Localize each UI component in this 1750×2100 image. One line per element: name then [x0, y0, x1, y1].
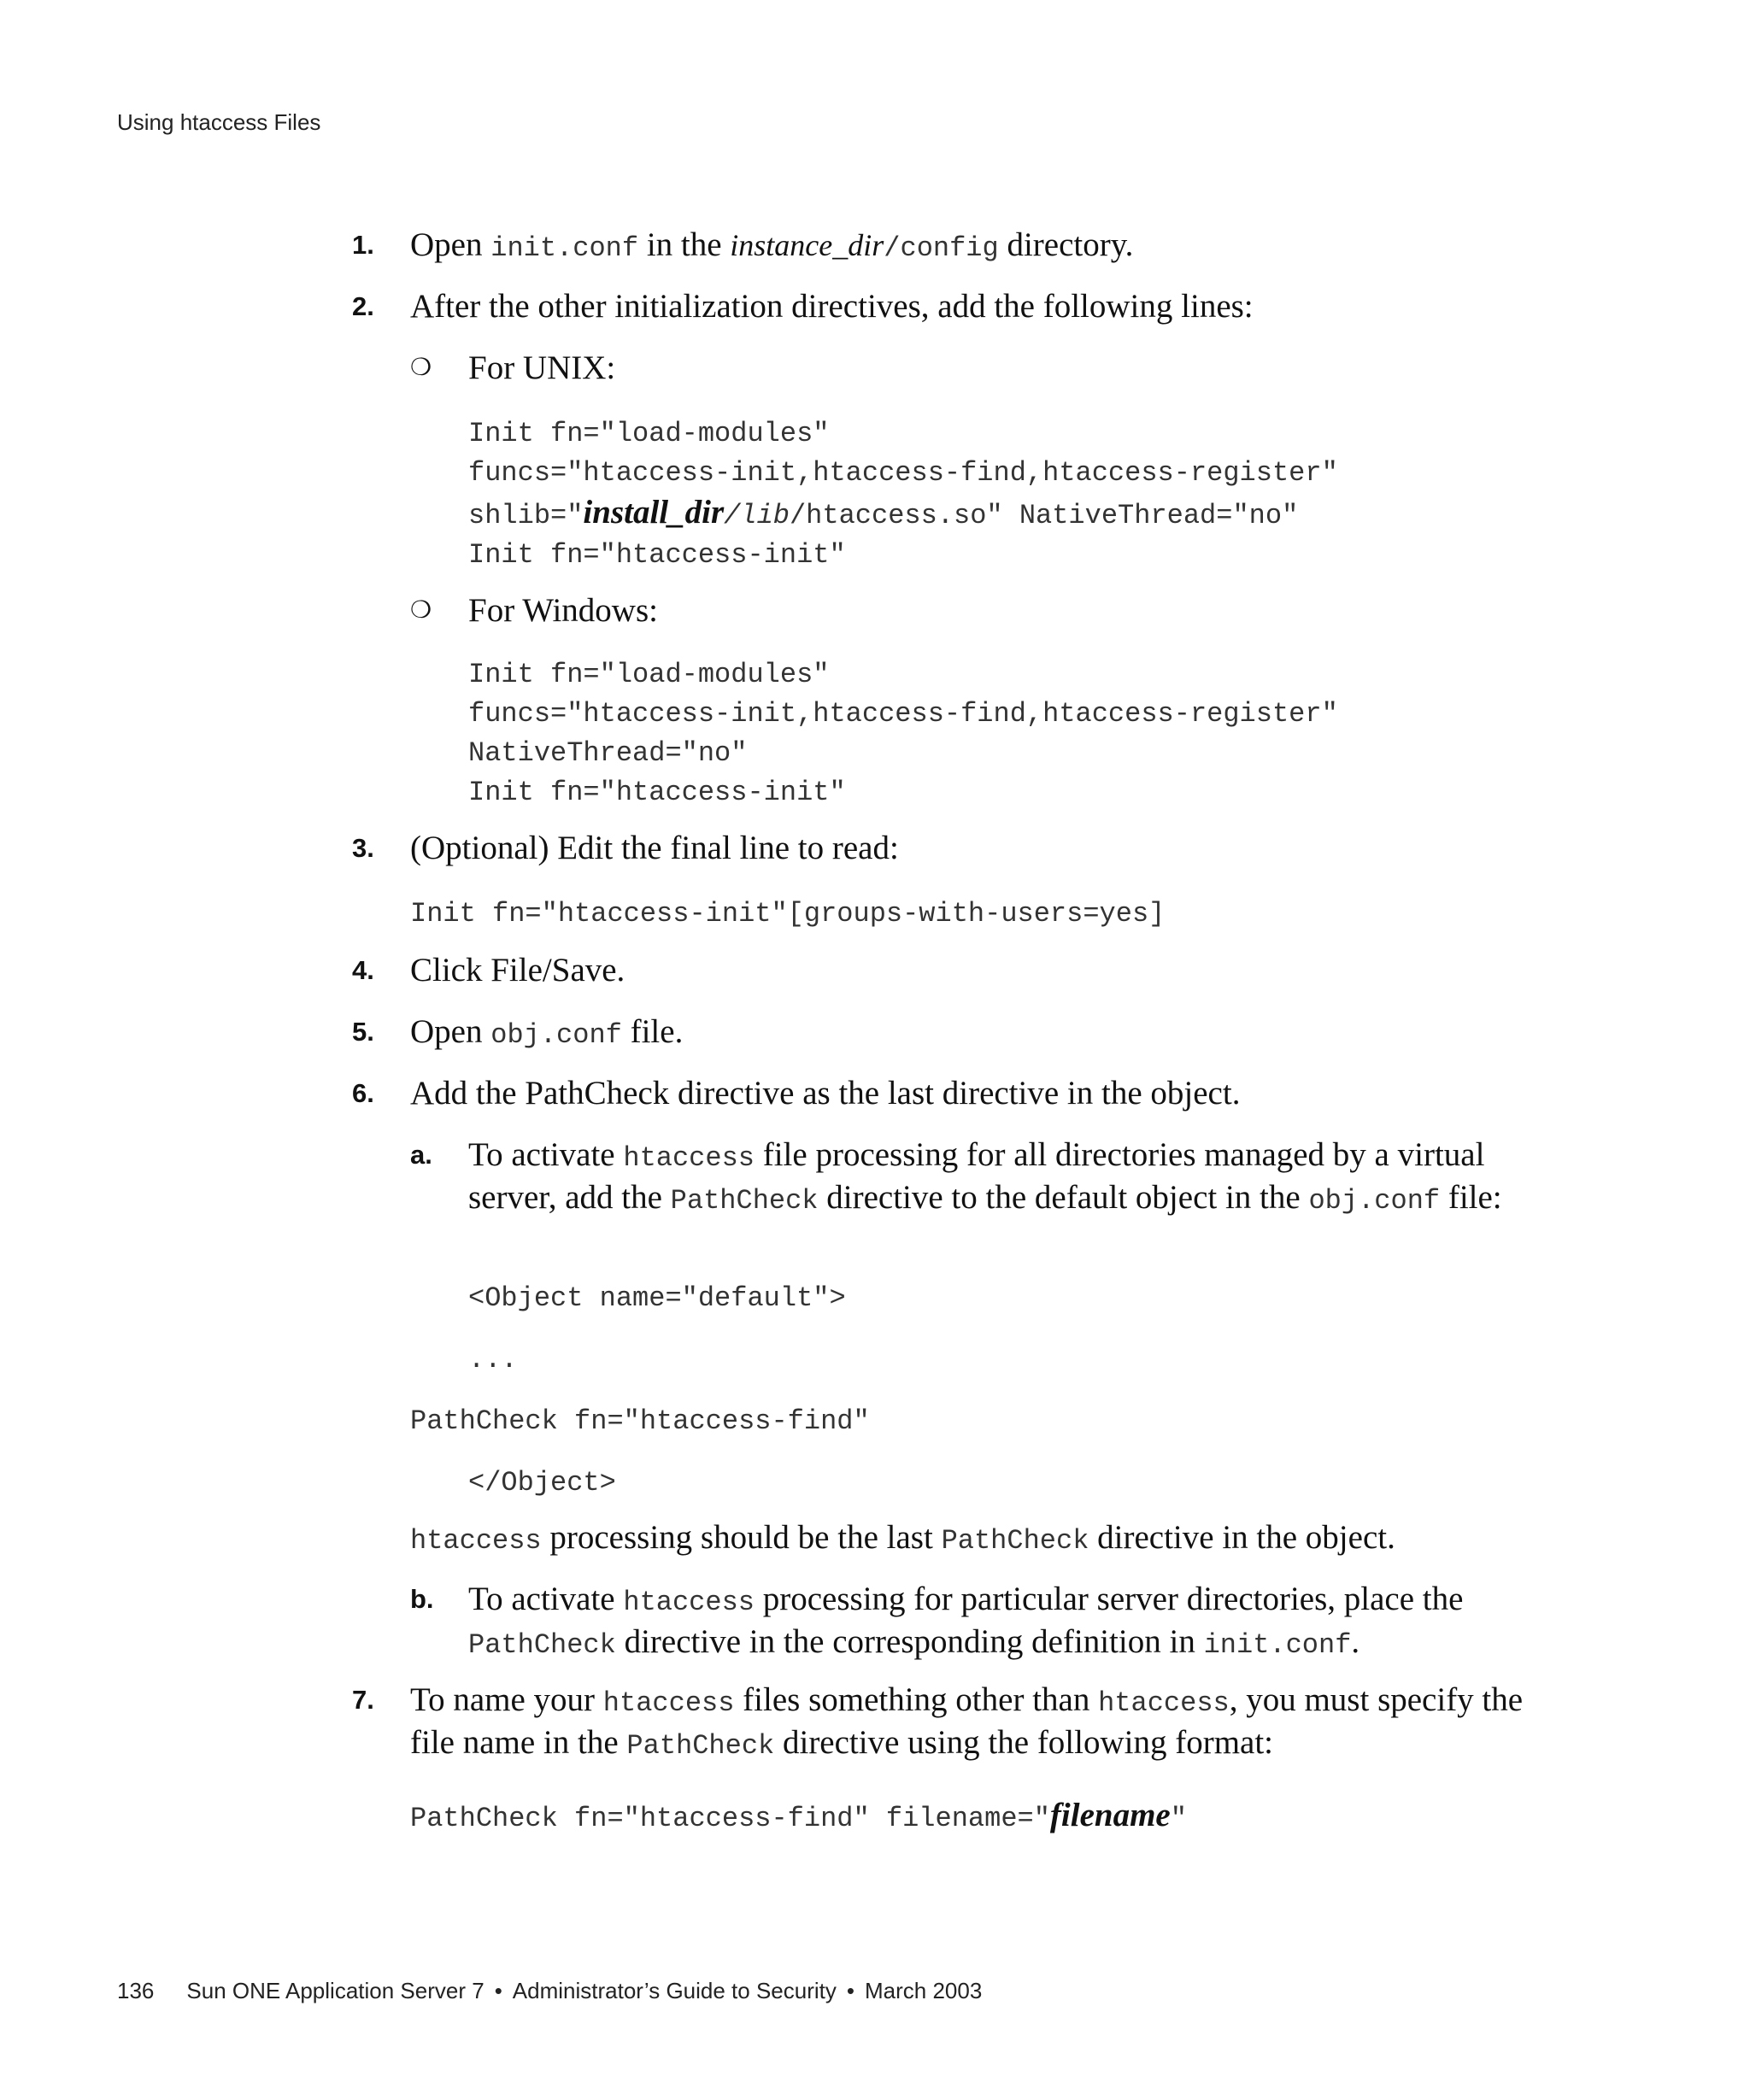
text-run: in the	[638, 226, 731, 263]
step-text: Click File/Save.	[410, 952, 625, 988]
step-number: 5.	[352, 1017, 374, 1047]
code-run: "	[1170, 1803, 1187, 1834]
text-run: directive using the following format:	[774, 1724, 1274, 1761]
step-text: (Optional) Edit the final line to read:	[410, 830, 899, 866]
code-run: /lib	[724, 500, 790, 531]
optional-code: Init fn="htaccess-init"[groups-with-users=yes]	[410, 898, 1166, 930]
step-number: 7.	[352, 1685, 374, 1715]
step-text	[410, 1012, 1565, 1055]
text-run: processing should be the last	[541, 1519, 942, 1556]
text-run: .	[1351, 1623, 1360, 1660]
code-line: Init fn="htaccess-init"	[468, 539, 846, 571]
text-run: To activate	[468, 1136, 624, 1173]
windows-code-block: Init fn="load-modules" funcs="htaccess-init,htaccess-find,htaccess-register" NativeThread="no" Init fn="htaccess-init"	[468, 659, 1338, 808]
substep-label: b.	[410, 1584, 434, 1614]
windows-label: For Windows:	[468, 592, 658, 629]
step-number: 1.	[352, 230, 374, 260]
code-line: Init fn="load-modules"	[468, 418, 830, 449]
code-line: funcs="htaccess-init,htaccess-find,htaccess-register"	[468, 457, 1338, 489]
text-run: directive to the default object in the	[818, 1179, 1309, 1216]
step-6	[352, 1074, 1565, 1113]
filename-format-code	[410, 1796, 1187, 1839]
circle-bullet-icon: ❍	[410, 355, 432, 381]
text-run: file:	[1440, 1179, 1502, 1216]
footer-separator: •	[846, 1978, 854, 2003]
step-5	[352, 1012, 1565, 1055]
unix-code-block	[468, 414, 1338, 575]
text-run: Open	[410, 1013, 491, 1050]
step-1	[352, 226, 1565, 268]
inline-code: init.conf	[1203, 1629, 1352, 1661]
pathcheck-code: PathCheck fn="htaccess-find"	[410, 1405, 870, 1437]
page-footer	[117, 1978, 982, 2004]
inline-code: PathCheck	[626, 1730, 775, 1762]
page-number: 136	[117, 1978, 155, 2003]
running-header: Using htaccess Files	[117, 109, 321, 135]
step-number: 4.	[352, 955, 374, 985]
inline-code: obj.conf	[490, 1019, 622, 1051]
italic-term: filename	[1049, 1797, 1171, 1833]
inline-code: htaccess	[410, 1525, 542, 1557]
inline-code: htaccess	[623, 1587, 755, 1618]
text-run: file.	[621, 1013, 684, 1050]
step-number: 2.	[352, 291, 374, 321]
substep-label: a.	[410, 1140, 432, 1170]
step-number: 6.	[352, 1078, 374, 1108]
italic-term: instance_dir	[730, 228, 884, 262]
object-open-code: <Object name="default">	[468, 1282, 846, 1314]
text-run: files something other than	[734, 1681, 1099, 1718]
text-run: , you must specify the file name in the	[410, 1681, 1524, 1761]
text-run: file processing for all directories managed by a virtual server, add the	[468, 1136, 1485, 1216]
text-run: Open	[410, 226, 491, 263]
inline-code: htaccess	[602, 1687, 735, 1719]
inline-code: PathCheck	[941, 1525, 1089, 1557]
inline-code: obj.conf	[1308, 1185, 1441, 1217]
processing-note	[410, 1518, 1572, 1561]
inline-code: PathCheck	[670, 1185, 819, 1217]
inline-code: init.conf	[490, 232, 639, 264]
text-run: directive in the corresponding definition in	[615, 1623, 1204, 1660]
footer-separator: •	[494, 1978, 502, 2003]
text-run: directory.	[998, 226, 1134, 263]
step-text	[410, 1681, 1565, 1766]
text-run: To activate	[468, 1581, 624, 1617]
circle-bullet-icon: ❍	[410, 597, 432, 624]
substep-b	[410, 1580, 1555, 1665]
windows-item	[410, 591, 1555, 631]
step-text	[410, 226, 1565, 268]
step-2	[352, 287, 1565, 326]
unix-item	[410, 349, 1555, 388]
substep-a	[410, 1135, 1555, 1221]
text-run: processing for particular server directories, place the	[754, 1581, 1464, 1617]
text-run: directive in the object.	[1089, 1519, 1395, 1556]
substep-text	[468, 1135, 1555, 1221]
guide-title: Administrator’s Guide to Security	[512, 1978, 837, 2003]
step-text: After the other initialization directives, add the following lines:	[410, 288, 1254, 325]
ellipsis-code: ...	[468, 1344, 518, 1376]
code-run: /htaccess.so" NativeThread="no"	[789, 500, 1299, 531]
step-4	[352, 951, 1565, 990]
inline-code: htaccess	[1098, 1687, 1230, 1719]
inline-code: htaccess	[623, 1142, 755, 1174]
object-close-code: </Object>	[468, 1467, 616, 1499]
step-7	[352, 1681, 1565, 1766]
code-run: PathCheck fn="htaccess-find" filename="	[410, 1803, 1050, 1834]
product-name: Sun ONE Application Server 7	[186, 1978, 484, 2003]
code-line	[468, 493, 1338, 536]
substep-text	[468, 1580, 1555, 1665]
code-run: shlib="	[468, 500, 584, 531]
step-text: Add the PathCheck directive as the last directive in the object.	[410, 1075, 1241, 1112]
text-run: To name your	[410, 1681, 603, 1718]
step-3	[352, 829, 1565, 868]
unix-label: For UNIX:	[468, 349, 616, 386]
italic-term: install_dir	[583, 494, 725, 531]
publication-date: March 2003	[865, 1978, 983, 2003]
inline-code: PathCheck	[468, 1629, 616, 1661]
inline-code: /config	[884, 232, 999, 264]
step-number: 3.	[352, 833, 374, 863]
